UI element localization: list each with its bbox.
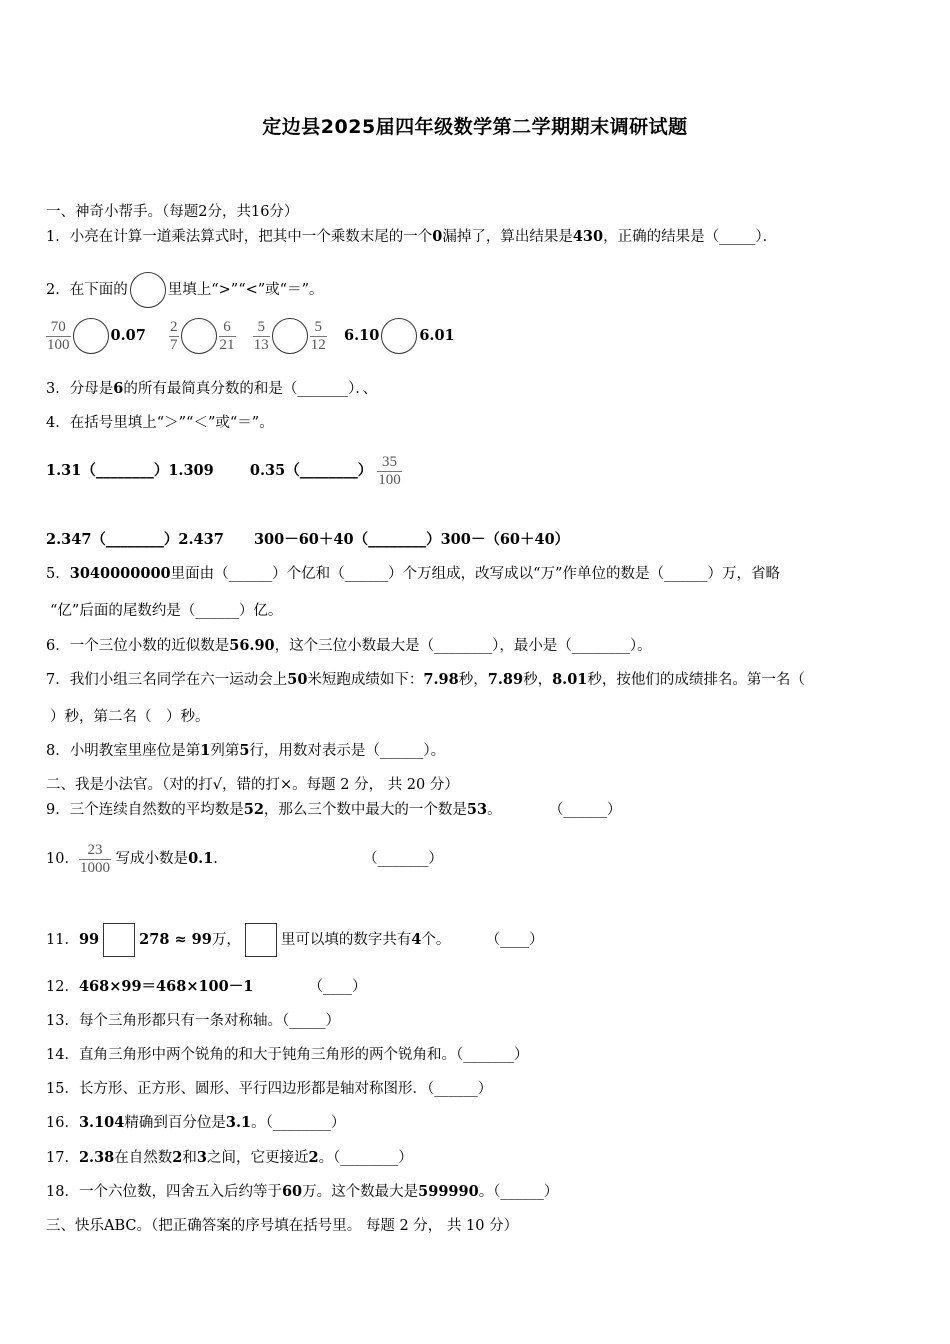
compare-circle-4[interactable] [381,318,417,354]
answer-blank[interactable]: _____ [719,229,756,245]
question-16: 16．3.104精确到百分位是3.1。（________） [46,1114,346,1131]
question-6: 6．一个三位小数的近似数是56.90，这个三位小数最大是（________），最小是（________）。 [46,637,652,654]
answer-paren[interactable]: （____） [308,979,367,995]
answer-paren[interactable]: （____） [485,932,544,948]
question-5: 5．3040000000里面由（______）个亿和（______）个万组成，改写成以“万”作单位的数是（______）万，省略 [46,565,780,582]
fraction: $\frac{5}{13}$ [253,318,269,353]
compare-circle-3[interactable] [272,318,308,354]
answer-blank[interactable]: ______ [663,566,708,582]
question-1: 1．小亮在计算一道乘法算式时，把其中一个乘数末尾的一个0漏掉了，算出结果是430，正确的结果是（_____）． [46,228,778,245]
answer-paren[interactable]: （______） [548,802,622,818]
answer-blank[interactable]: ______ [344,566,389,582]
fraction: $\frac{35}{100}$ [378,453,401,488]
question-2-items: $\frac{70}{100}$ 0.07 $\frac{2}{7}$ $\frac{6}{21}$ $\frac{5}{13}$ $\frac{5}{12}$ 6.10 6.01 [47,318,455,353]
fraction: $\frac{5}{12}$ [310,318,326,353]
answer-blank[interactable]: ______ [379,743,424,759]
section-1-heading: 一、神奇小帮手。（每题2分，共16分） [46,204,299,220]
question-11: 11．99 278 ≈ 99万， 里可以填的数字共有4个。 （____） [46,920,544,960]
compare-circle-1[interactable] [73,318,109,354]
question-2: 2．在下面的 里填上“>”“<”或“＝”。 [46,272,324,308]
answer-blank[interactable]: ________ [95,462,154,479]
question-8: 8．小明教室里座位是第1列第5行，用数对表示是（______）。 [46,742,446,759]
page-title: 定边县2025届四年级数学第二学期期末调研试题 [262,116,688,138]
compare-circle-2[interactable] [181,318,217,354]
fraction: $\frac{23}{1000}$ [79,841,110,876]
answer-paren[interactable]: （_______） [363,851,443,867]
question-4: 4．在括号里填上“＞”“＜”或“＝”。 [46,415,274,431]
answer-blank[interactable]: ________ [105,531,164,548]
question-17: 17．2.38在自然数2和3之间，它更接近2。（________） [46,1149,413,1166]
circle-icon [130,272,166,308]
question-9: 9．三个连续自然数的平均数是52，那么三个数中最大的一个数是53。 （______） [46,801,622,818]
question-7-line-2: ）秒，第二名（ ）秒。 [50,709,210,725]
answer-blank[interactable]: ________ [299,462,358,479]
fraction: $\frac{2}{7}$ [170,318,178,353]
digit-box-icon [245,923,277,957]
question-14: 14．直角三角形中两个锐角的和大于钝角三角形的两个锐角和。（_______） [46,1047,529,1063]
question-15: 15．长方形、正方形、圆形、平行四边形都是轴对称图形．（______） [46,1081,493,1097]
question-12: 12．468×99＝468×100－1 （____） [46,978,367,995]
answer-blank[interactable]: ________ [368,531,427,548]
answer-blank[interactable]: ______ [228,566,273,582]
section-2-heading: 二、我是小法官。（对的打√，错的打×。每题 2 分， 共 20 分） [46,777,459,793]
answer-blank[interactable]: ________ [434,638,493,654]
question-18: 18．一个六位数，四舍五入后约等于60万。这个数最大是599990。（______） [46,1183,559,1200]
question-5-line-2: “亿”后面的尾数约是（______）亿。 [50,603,283,619]
question-10: 10． $\frac{23}{1000}$ 写成小数是0.1. （_______） [46,841,443,876]
answer-blank[interactable]: _______ [297,381,349,397]
question-7: 7．我们小组三名同学在六一运动会上50米短跑成绩如下：7.98秒，7.89秒，8.01秒，按他们的成绩排名。第一名（ [46,671,805,688]
fraction: $\frac{6}{21}$ [219,318,235,353]
answer-blank[interactable]: ________ [571,638,630,654]
question-4-row-2: 2.347（________）2.437 300－60＋40（________）300－（60＋40） [46,531,570,548]
answer-blank[interactable]: ______ [195,603,239,619]
section-3-heading: 三、快乐ABC。（把正确答案的序号填在括号里。 每题 2 分， 共 10 分） [46,1218,519,1234]
fraction: $\frac{70}{100}$ [47,318,70,353]
question-4-row-1: 1.31（________）1.309 0.35（________） $\frac{35}{100}$ [46,453,401,488]
question-13: 13．每个三角形都只有一条对称轴。（_____） [46,1013,340,1029]
question-3: 3．分母是6的所有最简真分数的和是（_______）．、 [46,380,378,397]
digit-box[interactable] [103,923,135,957]
